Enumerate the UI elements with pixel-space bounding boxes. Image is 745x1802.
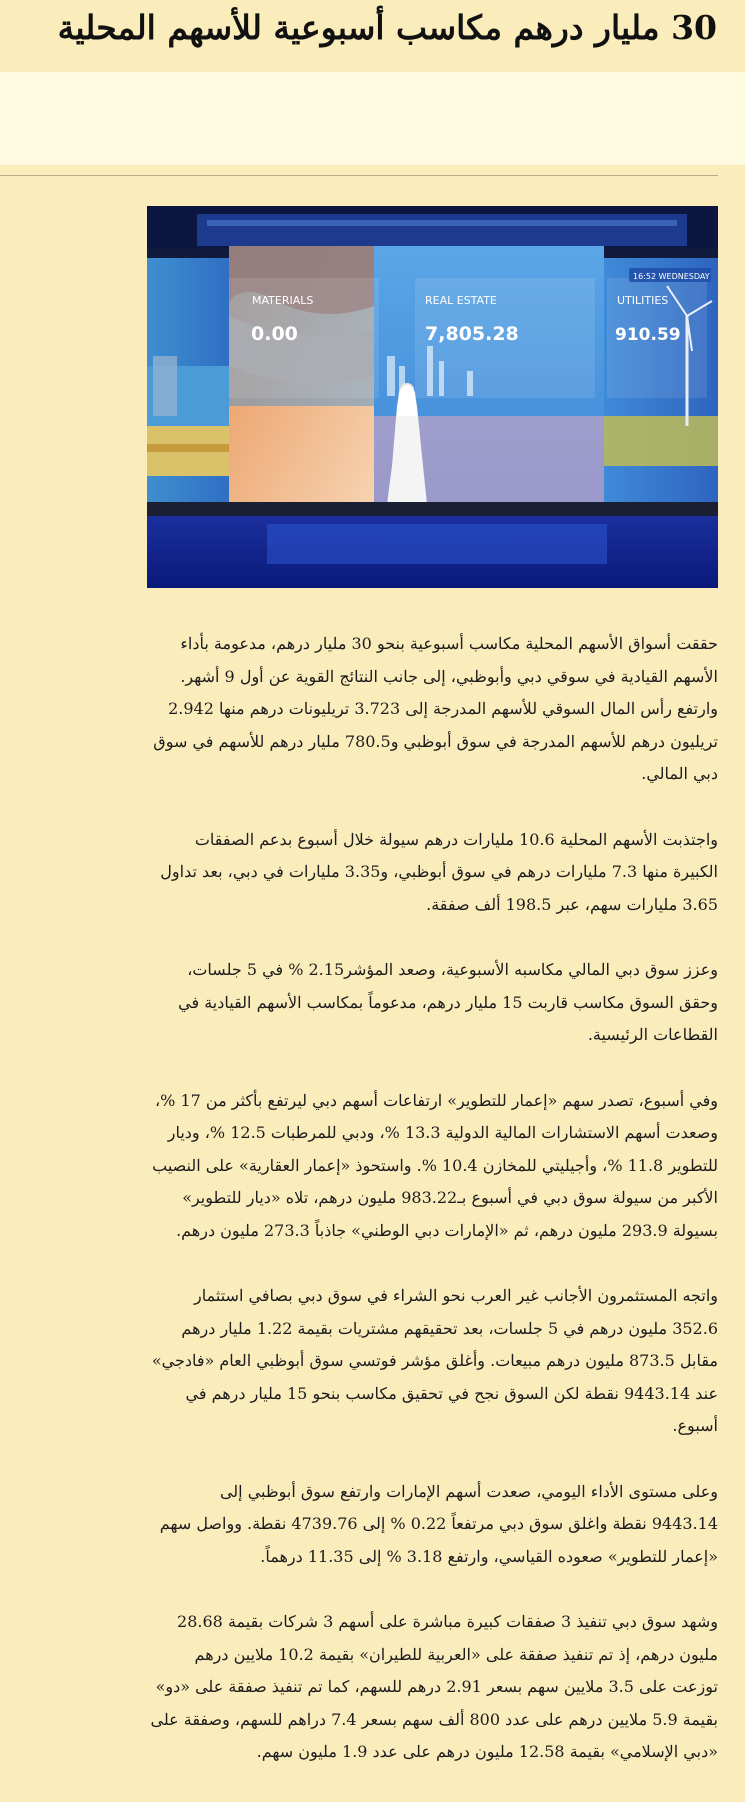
article-paragraph: واتجه المستثمرون الأجانب غير العرب نحو الشراء في سوق دبي بصافي استثمار 352.6 مليون درهم في 5 جلسات، بعد تحقيقهم مشتريات بقيمة 1.22 مليار درهم مقابل 873.5 مليون درهم مبيعات. وأغلق مؤشر فوتسي سوق أبوظبي العام «فادجي» عند 9443.14 نقطة لكن السوق نجح في تحقيق مكاسب بنحو 15 مليار درهم في أسبوع. — [151, 1286, 718, 1435]
tile-label-utilities: UTILITIES — [617, 294, 669, 307]
article-paragraph: وفي أسبوع، تصدر سهم «إعمار للتطوير» ارتفاعات أسهم دبي ليرتفع بأكثر من 17 %، وصعدت أسهم الاستشارات المالية الدولية 13.3 %، ودبي للمرطبات 12.5 %، وديار للتطوير 11.8 %، وأجيليتي للمخازن 10.4 %. واستحوذ «إعمار العقارية» على النصيب الأكبر من سيولة سوق دبي في أسبوع بـ983.22 مليون درهم، تلاه «ديار للتطوير» بسيولة 293.9 مليون درهم، ثم «الإمارات دبي الوطني» جاذباً 273.3 مليون درهم. — [152, 1090, 718, 1240]
screen-clock: 16:52 WEDNESDAY — [633, 272, 710, 281]
tile-label-real-estate: REAL ESTATE — [425, 294, 497, 307]
article-paragraph: وعزز سوق دبي المالي مكاسبه الأسبوعية، وصعد المؤشر2.15 % في 5 جلسات، وحقق السوق مكاسب قاربت 15 مليار درهم، مدعوماً بمكاسب الأسهم القيادية في القطاعات الرئيسية. — [178, 960, 718, 1044]
ad-banner-slot — [0, 72, 745, 165]
tile-value-real-estate: 7,805.28 — [425, 323, 519, 345]
headline-bar — [0, 0, 745, 72]
article-headline: 30 مليار درهم مكاسب أسبوعية للأسهم المحلية — [57, 8, 717, 47]
article-paragraph: حققت أسواق الأسهم المحلية مكاسب أسبوعية بنحو 30 مليار درهم، مدعومة بأداء الأسهم القيادية في سوقي دبي وأبوظبي، إلى جانب النتائج القوية عن أول 9 أشهر. وارتفع رأس المال السوقي للأسهم المدرجة إلى 3.723 تريليونات درهم منها 2.942 تريليون درهم للأسهم المدرجة في سوق أبوظبي و780.5 مليار درهم للأسهم في سوق دبي المالي. — [153, 634, 718, 783]
tile-value-materials: 0.00 — [251, 323, 298, 345]
article-body — [150, 628, 718, 1802]
tile-value-utilities: 910.59 — [615, 325, 681, 345]
article-paragraph: وشهد سوق دبي تنفيذ 3 صفقات كبيرة مباشرة على أسهم 3 شركات بقيمة 28.68 مليون درهم، إذ تم تنفيذ صفقة على «العربية للطيران» بقيمة 10.2 ملايين درهم توزعت على 3.5 ملايين سهم بسعر 2.91 درهم للسهم، كما تم تنفيذ صفقة على «دو» بقيمة 5.9 ملايين درهم على عدد 800 ألف سهم بسعر 7.4 دراهم للسهم، وصفقة على «دبي الإسلامي» بقيمة 12.58 مليون درهم على عدد 1.9 مليون سهم. — [150, 1612, 718, 1761]
tile-label-materials: MATERIALS — [252, 294, 314, 307]
divider — [0, 175, 718, 176]
hero-image — [147, 206, 718, 588]
article-paragraph: واجتذبت الأسهم المحلية 10.6 مليارات درهم سيولة خلال أسبوع بدعم الصفقات الكبيرة منها 7.3 مليارات درهم في سوق أبوظبي، و3.35 مليارات في دبي، بعد تداول 3.65 مليارات سهم، عبر 198.5 ألف صفقة. — [160, 829, 718, 914]
article-paragraph: وعلى مستوى الأداء اليومي، صعدت أسهم الإمارات وارتفع سوق أبوظبي إلى 9443.14 نقطة واغلق سوق دبي مرتفعاً 0.22 % إلى 4739.76 نقطة. وواصل سهم «إعمار للتطوير» صعوده القياسي، وارتفع 3.18 % إلى 11.35 درهماً. — [159, 1481, 718, 1566]
